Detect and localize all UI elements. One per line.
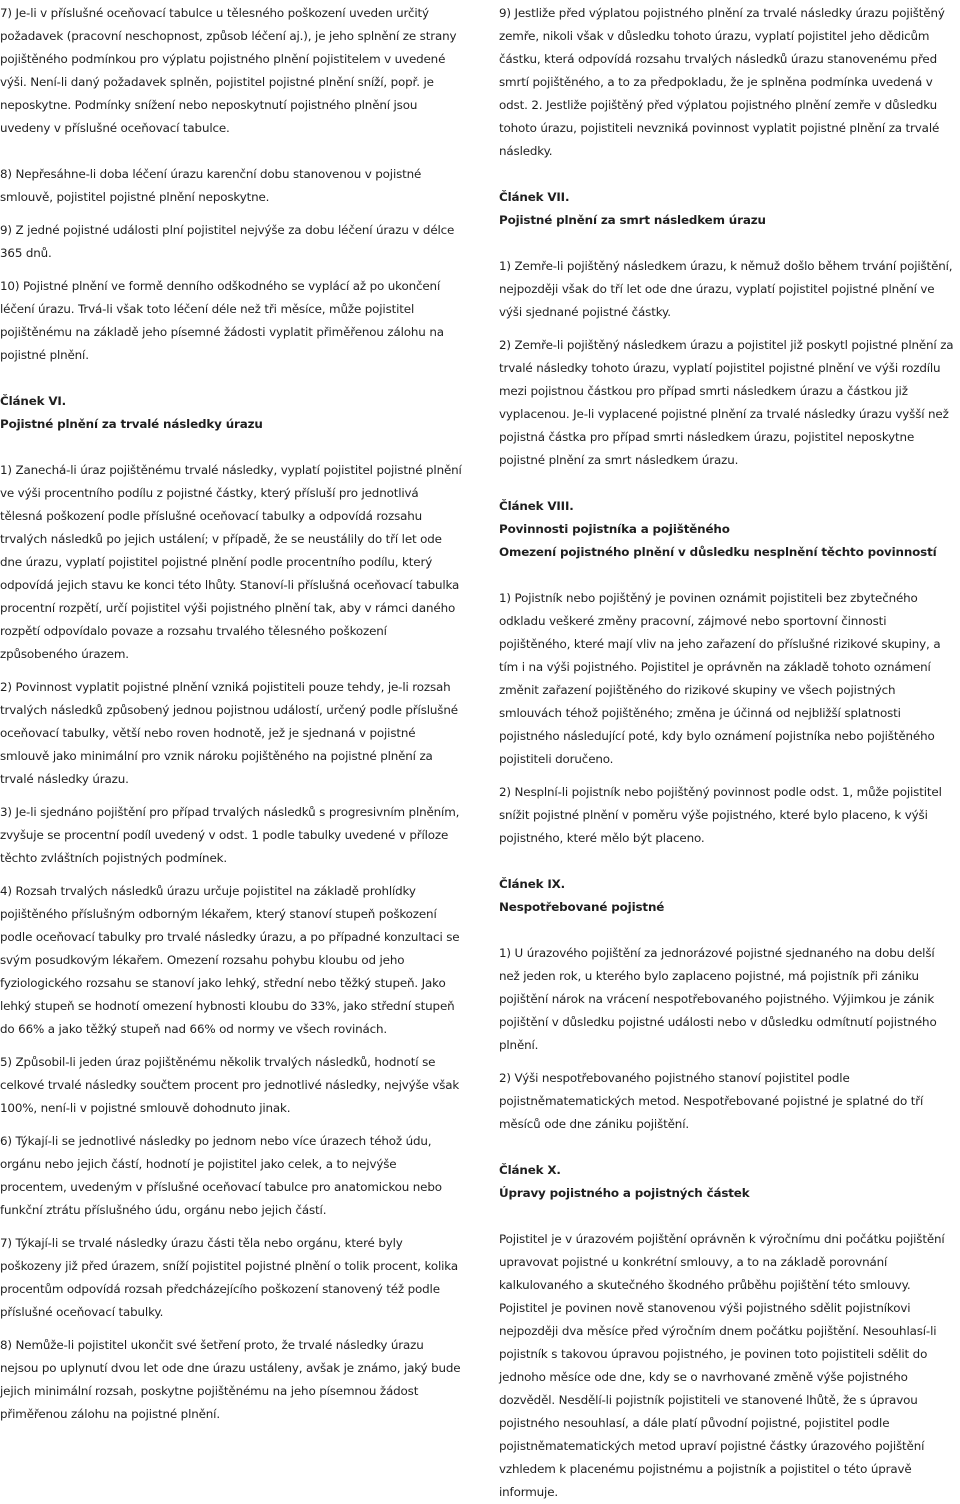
article-7-title: Pojistné plnění za smrt následkem úrazu (499, 213, 766, 227)
article-7-paragraph-1: 1) Zemře-li pojištěný následkem úrazu, k němuž došlo během trvání pojištění, nejpozději však do tří let ode dne úrazu, vyplatí pojistitel pojistné plnění ve výši sjednané pojistné částky. (499, 259, 953, 319)
article-8-paragraph-2: 2) Nesplní-li pojistník nebo pojištěný povinnost podle odst. 1, může pojistitel snížit pojistné plnění v poměru výše pojistného, které bylo placeno, k výši pojistného, které mělo být placeno. (499, 785, 942, 845)
article-6-number: Článek VI. (0, 394, 67, 408)
article-7-number: Článek VII. (499, 190, 570, 204)
right-column (499, 2, 957, 1504)
article-8-title: Povinnosti pojistníka a pojištěného (499, 522, 730, 536)
article-6-paragraph-4: 4) Rozsah trvalých následků úrazu určuje pojistitel na základě prohlídky pojištěného příslušným odborným lékařem, který stanoví stupeň poškození podle oceňovací tabulky pro trvalé následky úrazu, a po případné konzultaci se svým posudkovým lékařem. Omezení rozsahu pohybu kloubu od jeho fyziologického rozsahu se stanoví jako lehký, střední nebo těžký stupeň. Jako lehký stupeň se hodnotí omezení hybnosti kloubu do 33%, jako střední stupeň do 66% a jako těžký stupeň nad 66% od normy ve všech rovinách. (0, 884, 460, 1036)
left-column (0, 2, 462, 1426)
article-6-paragraph-9: 9) Jestliže před výplatou pojistného plnění za trvalé následky úrazu pojištěný zemře, nikoli však v důsledku tohoto úrazu, vyplatí pojistitel jeho dědicům částku, která odpovídá rozsahu trvalých následků úrazu stanovenému před smrtí pojištěného, a to za předpokladu, že je splněna podmínka uvedená v odst. 2. Jestliže pojištěný před výplatou pojistného plnění zemře v důsledku tohoto úrazu, pojistiteli nevzniká povinnost vyplatit pojistné plnění za trvalé následky. (499, 6, 945, 158)
article-8-subtitle: Omezení pojistného plnění v důsledku nesplnění těchto povinností (499, 545, 937, 559)
article-6-paragraph-6: 6) Týkají-li se jednotlivé následky po jednom nebo více úrazech téhož údu, orgánu nebo jejich částí, hodnotí je pojistitel jako celek, a to nejvýše procentem, uvedeným v příslušné oceňovací tabulce pro anatomickou nebo funkční ztrátu příslušného údu, orgánu nebo jejich částí. (0, 1134, 442, 1217)
article-6-paragraph-5: 5) Způsobil-li jeden úraz pojištěnému několik trvalých následků, hodnotí se celkové trvalé následky součtem procent pro jednotlivé následky, nejvýše však 100%, není-li v pojistné smlouvě dohodnuto jinak. (0, 1055, 460, 1115)
article-8-paragraph-1: 1) Pojistník nebo pojištěný je povinen oznámit pojistiteli bez zbytečného odkladu veškeré změny pracovní, zájmové nebo sportovní činnosti pojištěného, které mají vliv na jeho zařazení do příslušné rizikové skupiny, a tím i na výši pojistného. Pojistitel je oprávněn na základě tohoto oznámení změnit zařazení pojištěného do rizikové skupiny ve všech pojistných smlouvách téhož pojištěného; změna je účinná od nejbližší splatnosti pojistného následující poté, kdy bylo oznámení pojistníka nebo pojištěného pojistiteli doručeno. (499, 591, 941, 766)
article-6-title: Pojistné plnění za trvalé následky úrazu (0, 417, 263, 431)
article-10-title: Úpravy pojistného a pojistných částek (499, 1186, 750, 1200)
article-9-paragraph-2: 2) Výši nespotřebovaného pojistného stanoví pojistitel podle pojistněmatematických metod. Nespotřebované pojistné je splatné do tří měsíců ode dne zániku pojištění. (499, 1071, 924, 1131)
article-9-number: Článek IX. (499, 877, 566, 891)
article-9-paragraph-1: 1) U úrazového pojištění za jednorázové pojistné sjednaného na dobu delší než jeden rok, u kterého bylo zaplaceno pojistné, má pojistník při zániku pojištění nárok na vrácení nespotřebovaného pojistného. Výjimkou je zánik pojištění v důsledku pojistné události nebo v důsledku odmítnutí pojistného plnění. (499, 946, 937, 1052)
paragraph-8-top: 8) Nepřesáhne-li doba léčení úrazu karenční dobu stanovenou v pojistné smlouvě, pojistitel pojistné plnění neposkytne. (0, 167, 422, 204)
paragraph-9-top: 9) Z jedné pojistné události plní pojistitel nejvýše za dobu léčení úrazu v délce 365 dnů. (0, 223, 455, 260)
article-8-number: Článek VIII. (499, 499, 574, 513)
article-9-title: Nespotřebované pojistné (499, 900, 665, 914)
article-6-paragraph-2: 2) Povinnost vyplatit pojistné plnění vzniká pojistiteli pouze tehdy, je-li rozsah trvalých následků způsobený jednou pojistnou událostí, určený podle příslušné oceňovací tabulky, větší nebo roven hodnotě, jež je sjednaná v pojistné smlouvě jako minimální pro vznik nároku pojištěného na pojistné plnění za trvalé následky úrazu. (0, 680, 458, 786)
paragraph-7-top: 7) Je-li v příslušné oceňovací tabulce u tělesného poškození uveden určitý požadavek (pracovní neschopnost, způsob léčení aj.), je jeho splnění ze strany pojištěného podmínkou pro výplatu pojistného plnění pojistitelem v uvedené výši. Není-li daný požadavek splněn, pojistitel pojistné plnění sníží, popř. je neposkytne. Podmínky snížení nebo neposkytnutí pojistného plnění jsou uvedeny v příslušné oceňovací tabulce. (0, 6, 457, 135)
article-6-paragraph-1: 1) Zanechá-li úraz pojištěnému trvalé následky, vyplatí pojistitel pojistné plnění ve výši procentního podílu z pojistné částky, který přísluší pro jednotlivá tělesná poškození podle příslušné oceňovací tabulky a odpovídá rozsahu trvalých následků po jejich ustálení; v případě, že se neustálily do tří let ode dne úrazu, vyplatí pojistitel pojistné plnění podle procentního podílu, který odpovídá jejich stavu ke konci této lhůty. Stanoví-li příslušná oceňovací tabulka procentní rozpětí, určí pojistitel výši pojistného plnění tak, aby v rámci daného rozpětí odpovídalo povaze a rozsahu trvalého tělesného poškození způsobeného úrazem. (0, 463, 462, 661)
article-6-paragraph-8: 8) Nemůže-li pojistitel ukončit své šetření proto, že trvalé následky úrazu nejsou po uplynutí dvou let ode dne úrazu ustáleny, avšak je známo, jaký bude jejich minimální rozsah, poskytne pojištěnému na jeho písemnou žádost přiměřenou zálohu na pojistné plnění. (0, 1338, 461, 1421)
article-6-paragraph-3: 3) Je-li sjednáno pojištění pro případ trvalých následků s progresivním plněním, zvyšuje se procentní podíl uvedený v odst. 1 podle tabulky uvedené v příloze těchto zvláštních pojistných podmínek. (0, 805, 460, 865)
paragraph-10-top: 10) Pojistné plnění ve formě denního odškodného se vyplácí až po ukončení léčení úrazu. Trvá-li však toto léčení déle než tři měsíce, může pojistitel pojištěnému na základě jeho písemné žádosti vyplatit přiměřenou zálohu na pojistné plnění. (0, 279, 444, 362)
article-10-number: Článek X. (499, 1163, 561, 1177)
article-6-paragraph-7: 7) Týkají-li se trvalé následky úrazu části těla nebo orgánu, které byly poškozeny již před úrazem, sníží pojistitel pojistné plnění o tolik procent, kolika procentům odpovídá rozsah předcházejícího poškození stanovený též podle příslušné oceňovací tabulky. (0, 1236, 458, 1319)
article-7-paragraph-2: 2) Zemře-li pojištěný následkem úrazu a pojistitel již poskytl pojistné plnění za trvalé následky tohoto úrazu, vyplatí pojistitel pojistné plnění ve výši rozdílu mezi pojistnou částkou pro případ smrti následkem úrazu a částkou již vyplacenou. Je-li vyplacené pojistné plnění za trvalé následky úrazu vyšší než pojistná částka pro případ smrti následkem úrazu, pojistitel neposkytne pojistné plnění za smrt následkem úrazu. (499, 338, 954, 467)
article-10-paragraph-1: Pojistitel je v úrazovém pojištění oprávněn k výročnímu dni počátku pojištění upravovat pojistné u konkrétní smlouvy, a to na základě porovnání kalkulovaného a skutečného škodného průběhu pojištění této smlouvy. Pojistitel je povinen nově stanovenou výši pojistného sdělit pojistníkovi nejpozději dva měsíce před výročním dnem počátku pojištění. Nesouhlasí-li pojistník s takovou úpravou pojistného, je povinen toto pojistiteli sdělit do jednoho měsíce ode dne, kdy se o navrhované změně výše pojistného dozvěděl. Nesdělí-li pojistník pojistiteli ve stanovené lhůtě, že s úpravou pojistného nesouhlasí, a dále platí původní pojistné, pojistitel podle pojistněmatematických metod upraví pojistné částky úrazového pojištění vzhledem k placenému pojistnému a pojistník a pojistitel o této úpravě informuje. (499, 1232, 945, 1499)
